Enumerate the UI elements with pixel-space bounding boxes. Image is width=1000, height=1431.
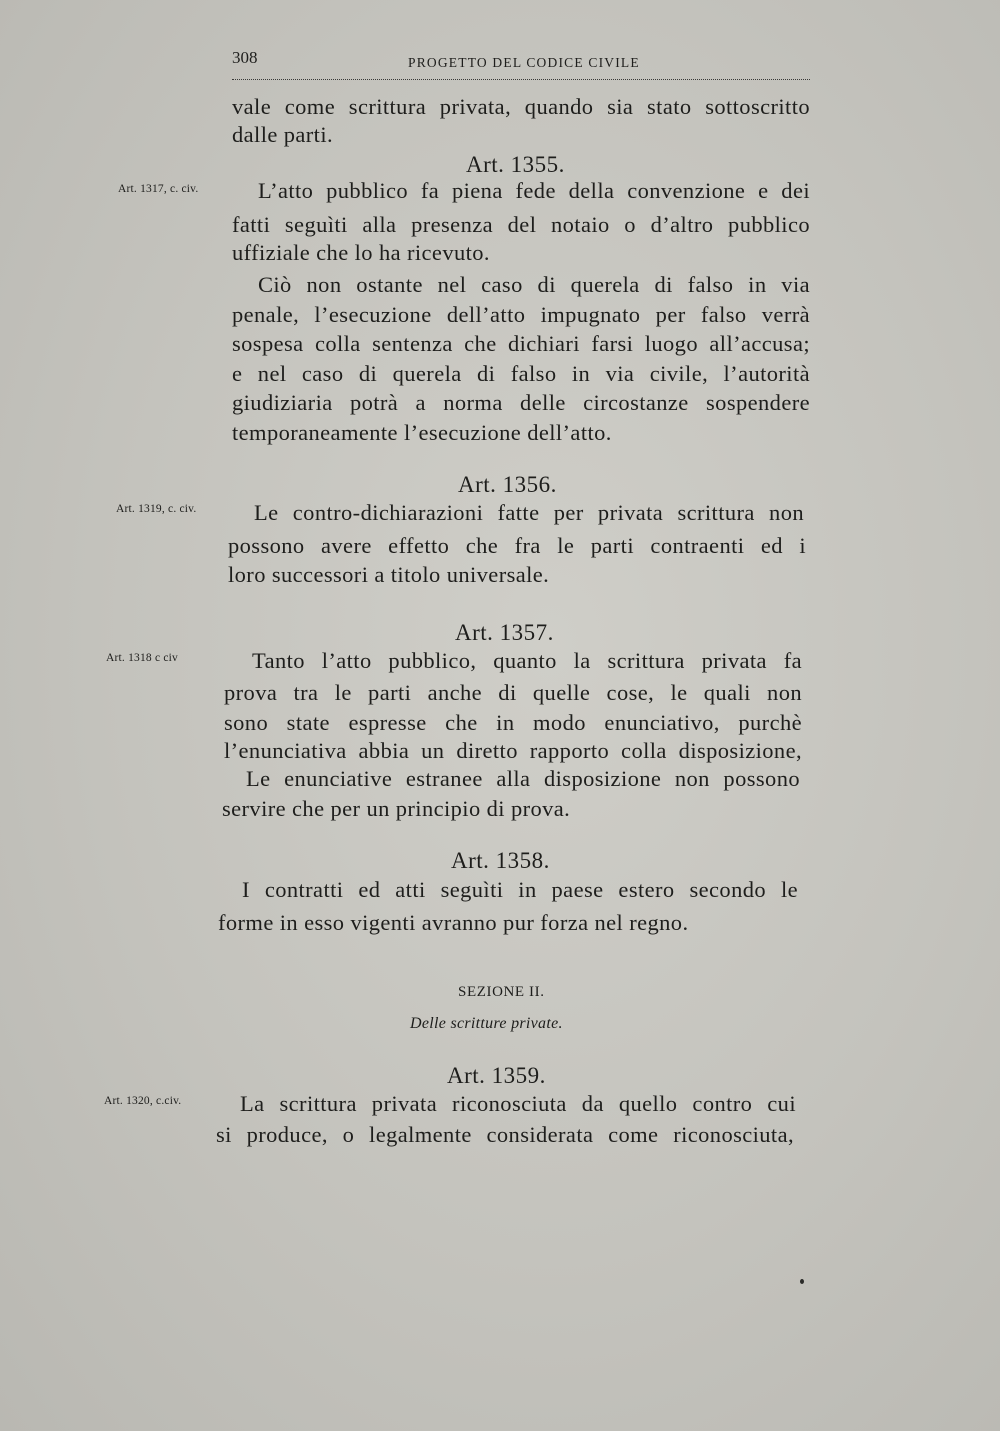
text-line: forme in esso vigenti avranno pur forza nel regno. bbox=[218, 910, 689, 935]
text-line: penale, l’esecuzione dell’atto impugnato per falso verrà bbox=[232, 302, 810, 327]
text-line: vale come scrittura privata, quando sia stato sottoscritto bbox=[232, 94, 810, 119]
text-line: e nel caso di querela di falso in via civile, l’autorità bbox=[232, 361, 810, 386]
text-line: Le contro-dichiarazioni fatte per privata scrittura non bbox=[254, 500, 804, 525]
margin-reference: Art. 1317, c. civ. bbox=[118, 183, 199, 195]
text-line: prova tra le parti anche di quelle cose, le quali non bbox=[224, 680, 802, 705]
text-line: fatti seguìti alla presenza del notaio o d’altro pubblico bbox=[232, 212, 810, 237]
margin-reference: Art. 1320, c.civ. bbox=[104, 1095, 182, 1107]
text-line: giudiziaria potrà a norma delle circostanze sospendere bbox=[232, 390, 810, 415]
section-title: SEZIONE II. bbox=[458, 984, 545, 1000]
text-line: l’enunciativa abbia un diretto rapporto colla disposizione, bbox=[224, 738, 802, 763]
page-number: 308 bbox=[232, 48, 258, 67]
text-line: uffiziale che lo ha ricevuto. bbox=[232, 240, 490, 265]
text-line: temporaneamente l’esecuzione dell’atto. bbox=[232, 420, 612, 445]
article-heading: Art. 1355. bbox=[466, 152, 565, 177]
text-line: Le enunciative estranee alla disposizione non possono bbox=[246, 766, 800, 791]
text-line: sospesa colla sentenza che dichiari farsi luogo all’accusa; bbox=[232, 331, 810, 356]
text-line: I contratti ed atti seguìti in paese estero secondo le bbox=[242, 877, 798, 902]
article-heading: Art. 1357. bbox=[455, 620, 554, 645]
text-line: sono state espresse che in modo enunciativo, purchè bbox=[224, 710, 802, 735]
text-line: Ciò non ostante nel caso di querela di falso in via bbox=[258, 272, 810, 297]
text-line: si produce, o legalmente considerata come riconosciuta, bbox=[216, 1122, 794, 1147]
section-subtitle: Delle scritture private. bbox=[410, 1015, 563, 1032]
text-line: Tanto l’atto pubblico, quanto la scrittura privata fa bbox=[252, 648, 802, 673]
text-line: possono avere effetto che fra le parti contraenti ed i bbox=[228, 533, 806, 558]
header-rule bbox=[232, 79, 810, 80]
text-line: loro successori a titolo universale. bbox=[228, 562, 550, 587]
text-line: dalle parti. bbox=[232, 122, 334, 147]
text-line: servire che per un principio di prova. bbox=[222, 796, 571, 821]
margin-reference: Art. 1319, c. civ. bbox=[116, 503, 197, 515]
ink-speck bbox=[800, 1279, 804, 1284]
running-head: PROGETTO DEL CODICE CIVILE bbox=[408, 55, 640, 70]
article-heading: Art. 1356. bbox=[458, 472, 557, 497]
text-line: L’atto pubblico fa piena fede della convenzione e dei bbox=[258, 178, 810, 203]
article-heading: Art. 1359. bbox=[447, 1063, 546, 1088]
article-heading: Art. 1358. bbox=[451, 848, 550, 873]
text-line: La scrittura privata riconosciuta da quello contro cui bbox=[240, 1091, 796, 1116]
margin-reference: Art. 1318 c civ bbox=[106, 652, 178, 664]
